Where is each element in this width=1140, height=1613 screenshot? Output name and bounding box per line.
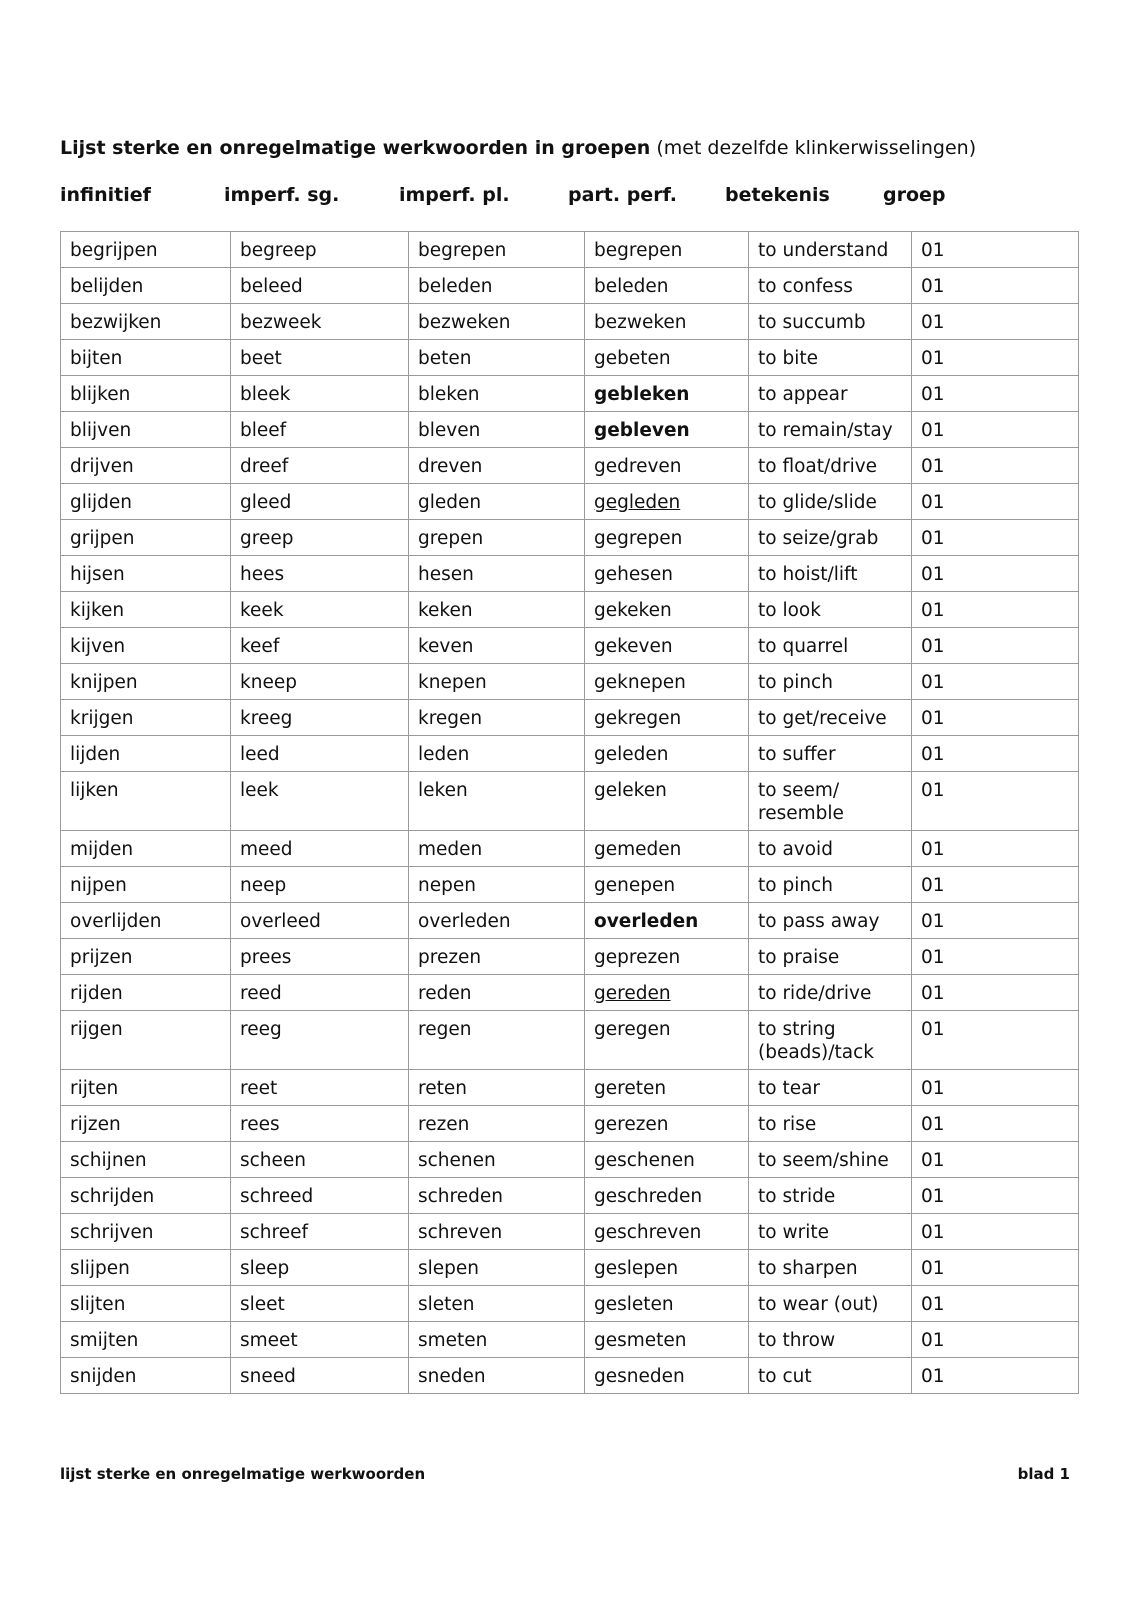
cell-imperf-sg: neep bbox=[231, 867, 409, 903]
cell-part-perf: gemeden bbox=[585, 831, 749, 867]
cell-imperf-sg: kreeg bbox=[231, 700, 409, 736]
table-row bbox=[61, 304, 1079, 340]
cell-imperf-pl: bleven bbox=[409, 412, 585, 448]
cell-groep: 01 bbox=[912, 1250, 1079, 1286]
cell-groep: 01 bbox=[912, 1106, 1079, 1142]
cell-groep: 01 bbox=[912, 867, 1079, 903]
cell-part-perf: geschenen bbox=[585, 1142, 749, 1178]
cell-groep: 01 bbox=[912, 520, 1079, 556]
table-row bbox=[61, 772, 1079, 831]
cell-imperf-pl: grepen bbox=[409, 520, 585, 556]
cell-imperf-pl: smeten bbox=[409, 1322, 585, 1358]
header-betekenis: betekenis bbox=[725, 184, 830, 206]
cell-infinitief: mijden bbox=[61, 831, 231, 867]
cell-betekenis: to float/drive bbox=[749, 448, 912, 484]
cell-groep: 01 bbox=[912, 376, 1079, 412]
cell-part-perf: geprezen bbox=[585, 939, 749, 975]
cell-infinitief: belijden bbox=[61, 268, 231, 304]
cell-infinitief: kijven bbox=[61, 628, 231, 664]
cell-infinitief: schijnen bbox=[61, 1142, 231, 1178]
cell-part-perf: gesneden bbox=[585, 1358, 749, 1394]
table-row bbox=[61, 1286, 1079, 1322]
cell-part-perf: geknepen bbox=[585, 664, 749, 700]
table-row bbox=[61, 628, 1079, 664]
cell-groep: 01 bbox=[912, 340, 1079, 376]
cell-groep: 01 bbox=[912, 772, 1079, 831]
table-row bbox=[61, 1250, 1079, 1286]
cell-imperf-sg: scheen bbox=[231, 1142, 409, 1178]
cell-imperf-sg: sneed bbox=[231, 1358, 409, 1394]
cell-part-perf: overleden bbox=[585, 903, 749, 939]
cell-imperf-sg: bleef bbox=[231, 412, 409, 448]
cell-imperf-pl: reten bbox=[409, 1070, 585, 1106]
cell-imperf-pl: bleken bbox=[409, 376, 585, 412]
cell-imperf-pl: schreden bbox=[409, 1178, 585, 1214]
cell-imperf-pl: schreven bbox=[409, 1214, 585, 1250]
cell-groep: 01 bbox=[912, 304, 1079, 340]
column-headers bbox=[60, 184, 1080, 214]
cell-infinitief: overlijden bbox=[61, 903, 231, 939]
cell-imperf-sg: schreed bbox=[231, 1178, 409, 1214]
page-title bbox=[60, 137, 976, 159]
cell-betekenis: to cut bbox=[749, 1358, 912, 1394]
cell-part-perf: geleden bbox=[585, 736, 749, 772]
cell-infinitief: rijten bbox=[61, 1070, 231, 1106]
cell-part-perf: gebeten bbox=[585, 340, 749, 376]
cell-infinitief: rijden bbox=[61, 975, 231, 1011]
cell-betekenis: to pinch bbox=[749, 867, 912, 903]
cell-imperf-sg: sleet bbox=[231, 1286, 409, 1322]
cell-betekenis: to seize/grab bbox=[749, 520, 912, 556]
cell-infinitief: lijken bbox=[61, 772, 231, 831]
cell-groep: 01 bbox=[912, 1286, 1079, 1322]
cell-imperf-pl: prezen bbox=[409, 939, 585, 975]
cell-infinitief: glijden bbox=[61, 484, 231, 520]
table-row bbox=[61, 448, 1079, 484]
cell-infinitief: nijpen bbox=[61, 867, 231, 903]
cell-part-perf: gekeken bbox=[585, 592, 749, 628]
cell-part-perf: geschreden bbox=[585, 1178, 749, 1214]
cell-imperf-sg: smeet bbox=[231, 1322, 409, 1358]
cell-infinitief: grijpen bbox=[61, 520, 231, 556]
cell-infinitief: smijten bbox=[61, 1322, 231, 1358]
cell-part-perf: geleken bbox=[585, 772, 749, 831]
cell-imperf-sg: beleed bbox=[231, 268, 409, 304]
cell-imperf-pl: nepen bbox=[409, 867, 585, 903]
header-groep: groep bbox=[883, 184, 946, 206]
cell-imperf-sg: keek bbox=[231, 592, 409, 628]
cell-groep: 01 bbox=[912, 903, 1079, 939]
cell-imperf-pl: hesen bbox=[409, 556, 585, 592]
cell-imperf-pl: overleden bbox=[409, 903, 585, 939]
cell-part-perf: geschreven bbox=[585, 1214, 749, 1250]
cell-imperf-pl: gleden bbox=[409, 484, 585, 520]
cell-imperf-pl: sleten bbox=[409, 1286, 585, 1322]
cell-part-perf: gekeven bbox=[585, 628, 749, 664]
cell-imperf-sg: dreef bbox=[231, 448, 409, 484]
cell-betekenis: to tear bbox=[749, 1070, 912, 1106]
cell-imperf-sg: schreef bbox=[231, 1214, 409, 1250]
table-row bbox=[61, 903, 1079, 939]
cell-betekenis: to bite bbox=[749, 340, 912, 376]
cell-betekenis: to pass away bbox=[749, 903, 912, 939]
cell-part-perf: gehesen bbox=[585, 556, 749, 592]
cell-infinitief: hijsen bbox=[61, 556, 231, 592]
cell-part-perf: geslepen bbox=[585, 1250, 749, 1286]
cell-groep: 01 bbox=[912, 448, 1079, 484]
table-row bbox=[61, 232, 1079, 268]
cell-part-perf: gereden bbox=[585, 975, 749, 1011]
cell-betekenis: to understand bbox=[749, 232, 912, 268]
cell-imperf-sg: meed bbox=[231, 831, 409, 867]
cell-imperf-sg: gleed bbox=[231, 484, 409, 520]
table-row bbox=[61, 939, 1079, 975]
table-row bbox=[61, 1070, 1079, 1106]
cell-imperf-pl: bezweken bbox=[409, 304, 585, 340]
table-row bbox=[61, 1178, 1079, 1214]
footer-page-number: blad 1 bbox=[1017, 1465, 1070, 1483]
cell-groep: 01 bbox=[912, 1011, 1079, 1070]
cell-imperf-sg: leed bbox=[231, 736, 409, 772]
cell-part-perf: gedreven bbox=[585, 448, 749, 484]
cell-groep: 01 bbox=[912, 700, 1079, 736]
cell-betekenis: to throw bbox=[749, 1322, 912, 1358]
cell-infinitief: krijgen bbox=[61, 700, 231, 736]
cell-betekenis: to stride bbox=[749, 1178, 912, 1214]
cell-infinitief: prijzen bbox=[61, 939, 231, 975]
cell-betekenis: to succumb bbox=[749, 304, 912, 340]
cell-infinitief: snijden bbox=[61, 1358, 231, 1394]
cell-betekenis: to praise bbox=[749, 939, 912, 975]
cell-imperf-sg: begreep bbox=[231, 232, 409, 268]
cell-imperf-pl: rezen bbox=[409, 1106, 585, 1142]
cell-imperf-sg: beet bbox=[231, 340, 409, 376]
cell-imperf-sg: reed bbox=[231, 975, 409, 1011]
title-main: Lijst sterke en onregelmatige werkwoorden in groepen bbox=[60, 137, 651, 159]
cell-imperf-pl: leden bbox=[409, 736, 585, 772]
cell-part-perf: beleden bbox=[585, 268, 749, 304]
cell-imperf-sg: leek bbox=[231, 772, 409, 831]
cell-part-perf: gekregen bbox=[585, 700, 749, 736]
cell-betekenis: to avoid bbox=[749, 831, 912, 867]
cell-part-perf: begrepen bbox=[585, 232, 749, 268]
table-row bbox=[61, 1142, 1079, 1178]
header-infinitief: infinitief bbox=[60, 184, 151, 206]
cell-part-perf: bezweken bbox=[585, 304, 749, 340]
cell-groep: 01 bbox=[912, 628, 1079, 664]
cell-infinitief: bezwijken bbox=[61, 304, 231, 340]
cell-groep: 01 bbox=[912, 556, 1079, 592]
cell-betekenis: to sharpen bbox=[749, 1250, 912, 1286]
cell-imperf-pl: begrepen bbox=[409, 232, 585, 268]
cell-part-perf: gegrepen bbox=[585, 520, 749, 556]
cell-imperf-pl: beleden bbox=[409, 268, 585, 304]
table-row bbox=[61, 556, 1079, 592]
cell-infinitief: slijpen bbox=[61, 1250, 231, 1286]
cell-groep: 01 bbox=[912, 484, 1079, 520]
title-subtitle: (met dezelfde klinkerwisselingen) bbox=[656, 137, 977, 159]
cell-groep: 01 bbox=[912, 1178, 1079, 1214]
cell-betekenis: to ride/drive bbox=[749, 975, 912, 1011]
cell-part-perf: gesleten bbox=[585, 1286, 749, 1322]
table-row bbox=[61, 831, 1079, 867]
table-row bbox=[61, 700, 1079, 736]
cell-imperf-sg: prees bbox=[231, 939, 409, 975]
cell-imperf-sg: keef bbox=[231, 628, 409, 664]
cell-imperf-pl: beten bbox=[409, 340, 585, 376]
table-row bbox=[61, 340, 1079, 376]
cell-imperf-pl: leken bbox=[409, 772, 585, 831]
cell-imperf-sg: greep bbox=[231, 520, 409, 556]
cell-infinitief: knijpen bbox=[61, 664, 231, 700]
cell-infinitief: schrijden bbox=[61, 1178, 231, 1214]
table-row bbox=[61, 376, 1079, 412]
cell-imperf-sg: rees bbox=[231, 1106, 409, 1142]
table-row bbox=[61, 268, 1079, 304]
cell-imperf-pl: slepen bbox=[409, 1250, 585, 1286]
cell-betekenis: to glide/slide bbox=[749, 484, 912, 520]
cell-imperf-pl: meden bbox=[409, 831, 585, 867]
cell-betekenis: to wear (out) bbox=[749, 1286, 912, 1322]
verb-table bbox=[60, 231, 1079, 1394]
cell-infinitief: begrijpen bbox=[61, 232, 231, 268]
cell-groep: 01 bbox=[912, 1322, 1079, 1358]
cell-betekenis: to appear bbox=[749, 376, 912, 412]
cell-imperf-pl: dreven bbox=[409, 448, 585, 484]
header-imperf-pl: imperf. pl. bbox=[399, 184, 510, 206]
cell-imperf-sg: hees bbox=[231, 556, 409, 592]
cell-infinitief: slijten bbox=[61, 1286, 231, 1322]
cell-part-perf: gebleken bbox=[585, 376, 749, 412]
table-row bbox=[61, 664, 1079, 700]
header-part-perf: part. perf. bbox=[568, 184, 678, 206]
cell-imperf-pl: keven bbox=[409, 628, 585, 664]
cell-betekenis: to hoist/lift bbox=[749, 556, 912, 592]
cell-groep: 01 bbox=[912, 592, 1079, 628]
cell-betekenis: to string (beads)/tack bbox=[749, 1011, 912, 1070]
table-row bbox=[61, 1358, 1079, 1394]
cell-infinitief: rijgen bbox=[61, 1011, 231, 1070]
cell-infinitief: blijven bbox=[61, 412, 231, 448]
cell-imperf-sg: kneep bbox=[231, 664, 409, 700]
cell-part-perf: genepen bbox=[585, 867, 749, 903]
cell-betekenis: to write bbox=[749, 1214, 912, 1250]
cell-infinitief: lijden bbox=[61, 736, 231, 772]
table-row bbox=[61, 1214, 1079, 1250]
cell-infinitief: drijven bbox=[61, 448, 231, 484]
cell-imperf-sg: bezweek bbox=[231, 304, 409, 340]
cell-betekenis: to look bbox=[749, 592, 912, 628]
cell-part-perf: gerezen bbox=[585, 1106, 749, 1142]
cell-betekenis: to seem/shine bbox=[749, 1142, 912, 1178]
cell-betekenis: to seem/ resemble bbox=[749, 772, 912, 831]
cell-groep: 01 bbox=[912, 831, 1079, 867]
cell-imperf-pl: knepen bbox=[409, 664, 585, 700]
cell-groep: 01 bbox=[912, 268, 1079, 304]
cell-imperf-sg: bleek bbox=[231, 376, 409, 412]
cell-imperf-pl: reden bbox=[409, 975, 585, 1011]
cell-imperf-sg: reet bbox=[231, 1070, 409, 1106]
table-row bbox=[61, 484, 1079, 520]
cell-part-perf: gereten bbox=[585, 1070, 749, 1106]
table-row bbox=[61, 520, 1079, 556]
cell-betekenis: to rise bbox=[749, 1106, 912, 1142]
cell-betekenis: to pinch bbox=[749, 664, 912, 700]
cell-groep: 01 bbox=[912, 1142, 1079, 1178]
cell-groep: 01 bbox=[912, 232, 1079, 268]
cell-groep: 01 bbox=[912, 412, 1079, 448]
cell-betekenis: to confess bbox=[749, 268, 912, 304]
cell-betekenis: to suffer bbox=[749, 736, 912, 772]
cell-infinitief: bijten bbox=[61, 340, 231, 376]
cell-part-perf: geregen bbox=[585, 1011, 749, 1070]
table-row bbox=[61, 975, 1079, 1011]
cell-groep: 01 bbox=[912, 939, 1079, 975]
cell-part-perf: gegleden bbox=[585, 484, 749, 520]
table-row bbox=[61, 592, 1079, 628]
footer-document-title: lijst sterke en onregelmatige werkwoorden bbox=[60, 1465, 426, 1483]
cell-groep: 01 bbox=[912, 664, 1079, 700]
cell-imperf-sg: reeg bbox=[231, 1011, 409, 1070]
cell-betekenis: to quarrel bbox=[749, 628, 912, 664]
cell-infinitief: blijken bbox=[61, 376, 231, 412]
table-row bbox=[61, 867, 1079, 903]
table-row bbox=[61, 1106, 1079, 1142]
cell-imperf-pl: sneden bbox=[409, 1358, 585, 1394]
cell-groep: 01 bbox=[912, 1214, 1079, 1250]
cell-infinitief: kijken bbox=[61, 592, 231, 628]
cell-groep: 01 bbox=[912, 1070, 1079, 1106]
cell-infinitief: schrijven bbox=[61, 1214, 231, 1250]
cell-betekenis: to get/receive bbox=[749, 700, 912, 736]
table-row bbox=[61, 1322, 1079, 1358]
cell-imperf-pl: kregen bbox=[409, 700, 585, 736]
table-row bbox=[61, 1011, 1079, 1070]
cell-groep: 01 bbox=[912, 1358, 1079, 1394]
cell-groep: 01 bbox=[912, 975, 1079, 1011]
table-row bbox=[61, 736, 1079, 772]
cell-imperf-pl: keken bbox=[409, 592, 585, 628]
cell-betekenis: to remain/stay bbox=[749, 412, 912, 448]
cell-imperf-sg: overleed bbox=[231, 903, 409, 939]
cell-part-perf: gesmeten bbox=[585, 1322, 749, 1358]
cell-infinitief: rijzen bbox=[61, 1106, 231, 1142]
cell-part-perf: gebleven bbox=[585, 412, 749, 448]
cell-groep: 01 bbox=[912, 736, 1079, 772]
cell-imperf-sg: sleep bbox=[231, 1250, 409, 1286]
cell-imperf-pl: schenen bbox=[409, 1142, 585, 1178]
header-imperf-sg: imperf. sg. bbox=[224, 184, 340, 206]
cell-imperf-pl: regen bbox=[409, 1011, 585, 1070]
table-row bbox=[61, 412, 1079, 448]
